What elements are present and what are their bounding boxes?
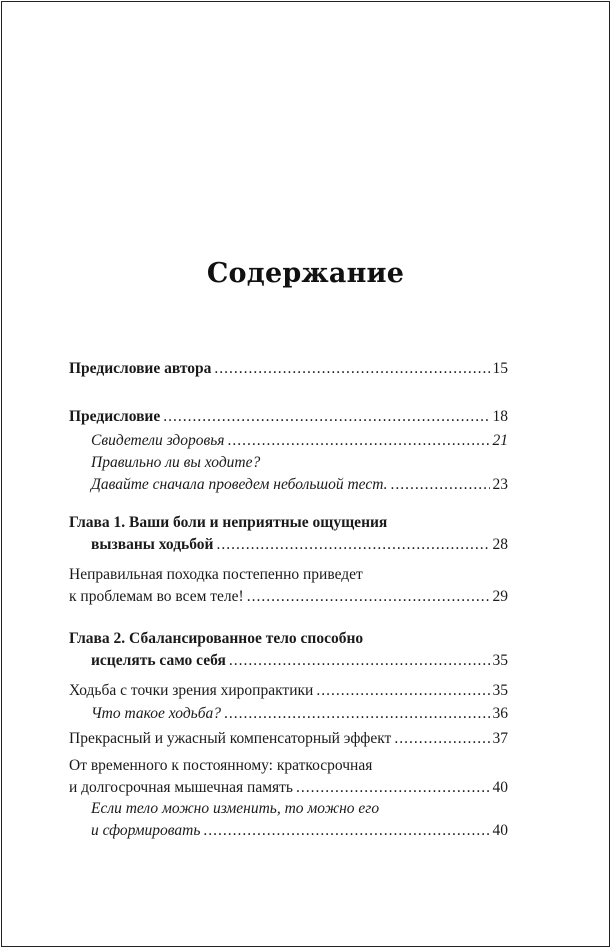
toc-entry-walking-test[interactable] (69, 452, 508, 496)
toc-entry-label-line-1: Глава 2. Сбалансированное тело способно (69, 630, 364, 647)
toc-entry-label: Ходьба с точки зрения хиропрактики (69, 682, 314, 699)
toc-entry-compensatory-effect[interactable] (69, 728, 508, 750)
toc-page-number: 35 (492, 652, 508, 669)
toc-page-number: 37 (492, 730, 508, 747)
toc-entry-label-line-2: и сформировать (91, 822, 201, 839)
toc-page-number: 40 (492, 779, 508, 796)
toc-entry-chapter-2[interactable] (69, 628, 508, 672)
toc-entry-label-line-2: к проблемам во всем теле! (69, 588, 244, 605)
toc-page-number: 28 (492, 536, 508, 553)
toc-entry-what-is-walking[interactable] (69, 703, 508, 725)
toc-entry-preface[interactable] (69, 406, 508, 428)
toc-entry-health-witnesses[interactable] (69, 430, 508, 452)
toc-entry-label-line-1: Если тело можно изменить, то можно его (91, 800, 380, 817)
toc-page-number: 23 (492, 476, 508, 493)
toc-entry-label-line-1: Правильно ли вы ходите? (91, 454, 261, 471)
toc-entry-label-line-2: Давайте сначала проведем небольшой тест. (91, 476, 388, 493)
leader-dots (163, 406, 489, 428)
leader-dots (229, 650, 490, 672)
toc-entry-author-preface[interactable] (69, 358, 508, 380)
toc-entry-label-line-2: вызваны ходьбой (91, 536, 214, 553)
leader-dots (228, 430, 490, 452)
toc-page-number: 36 (492, 705, 508, 722)
toc-entry-muscle-memory[interactable] (69, 755, 508, 799)
leader-dots (391, 474, 490, 496)
leader-dots (394, 728, 489, 750)
toc-entry-label-line-1: От временного к постоянному: краткосрочная (69, 757, 373, 774)
toc-entry-label: Свидетели здоровья (91, 432, 225, 449)
toc-entry-label: Прекрасный и ужасный компенсаторный эффект (69, 730, 392, 747)
toc-entry-chiropractic-walking[interactable] (69, 680, 508, 702)
toc-entry-label-line-2: и долгосрочная мышечная память (69, 779, 293, 796)
leader-dots (203, 820, 489, 842)
leader-dots (316, 680, 489, 702)
toc-page-number: 21 (492, 432, 508, 449)
toc-entry-label: Что такое ходьба? (91, 705, 222, 722)
toc-page-number: 15 (492, 360, 508, 377)
toc-entry-label: Предисловие автора (69, 360, 212, 377)
leader-dots (224, 703, 489, 725)
toc-entry-body-can-change[interactable] (69, 798, 508, 842)
toc-page-number: 40 (492, 822, 508, 839)
page-title: Содержание (206, 258, 405, 289)
toc-entry-label-line-1: Неправильная походка постепенно приведет (69, 566, 363, 583)
toc-page-number: 35 (492, 682, 508, 699)
toc-page-number: 18 (492, 408, 508, 425)
leader-dots (214, 358, 489, 380)
toc-page-number: 29 (492, 588, 508, 605)
toc-entry-label: Предисловие (69, 408, 161, 425)
toc-entry-label-line-2: исцелять само себя (91, 652, 226, 669)
toc-entry-wrong-gait[interactable] (69, 564, 508, 608)
leader-dots (216, 534, 489, 556)
toc-entry-chapter-1[interactable] (69, 512, 508, 556)
leader-dots (247, 586, 490, 608)
toc-entry-label-line-1: Глава 1. Ваши боли и неприятные ощущения (69, 514, 388, 531)
leader-dots (296, 777, 490, 799)
